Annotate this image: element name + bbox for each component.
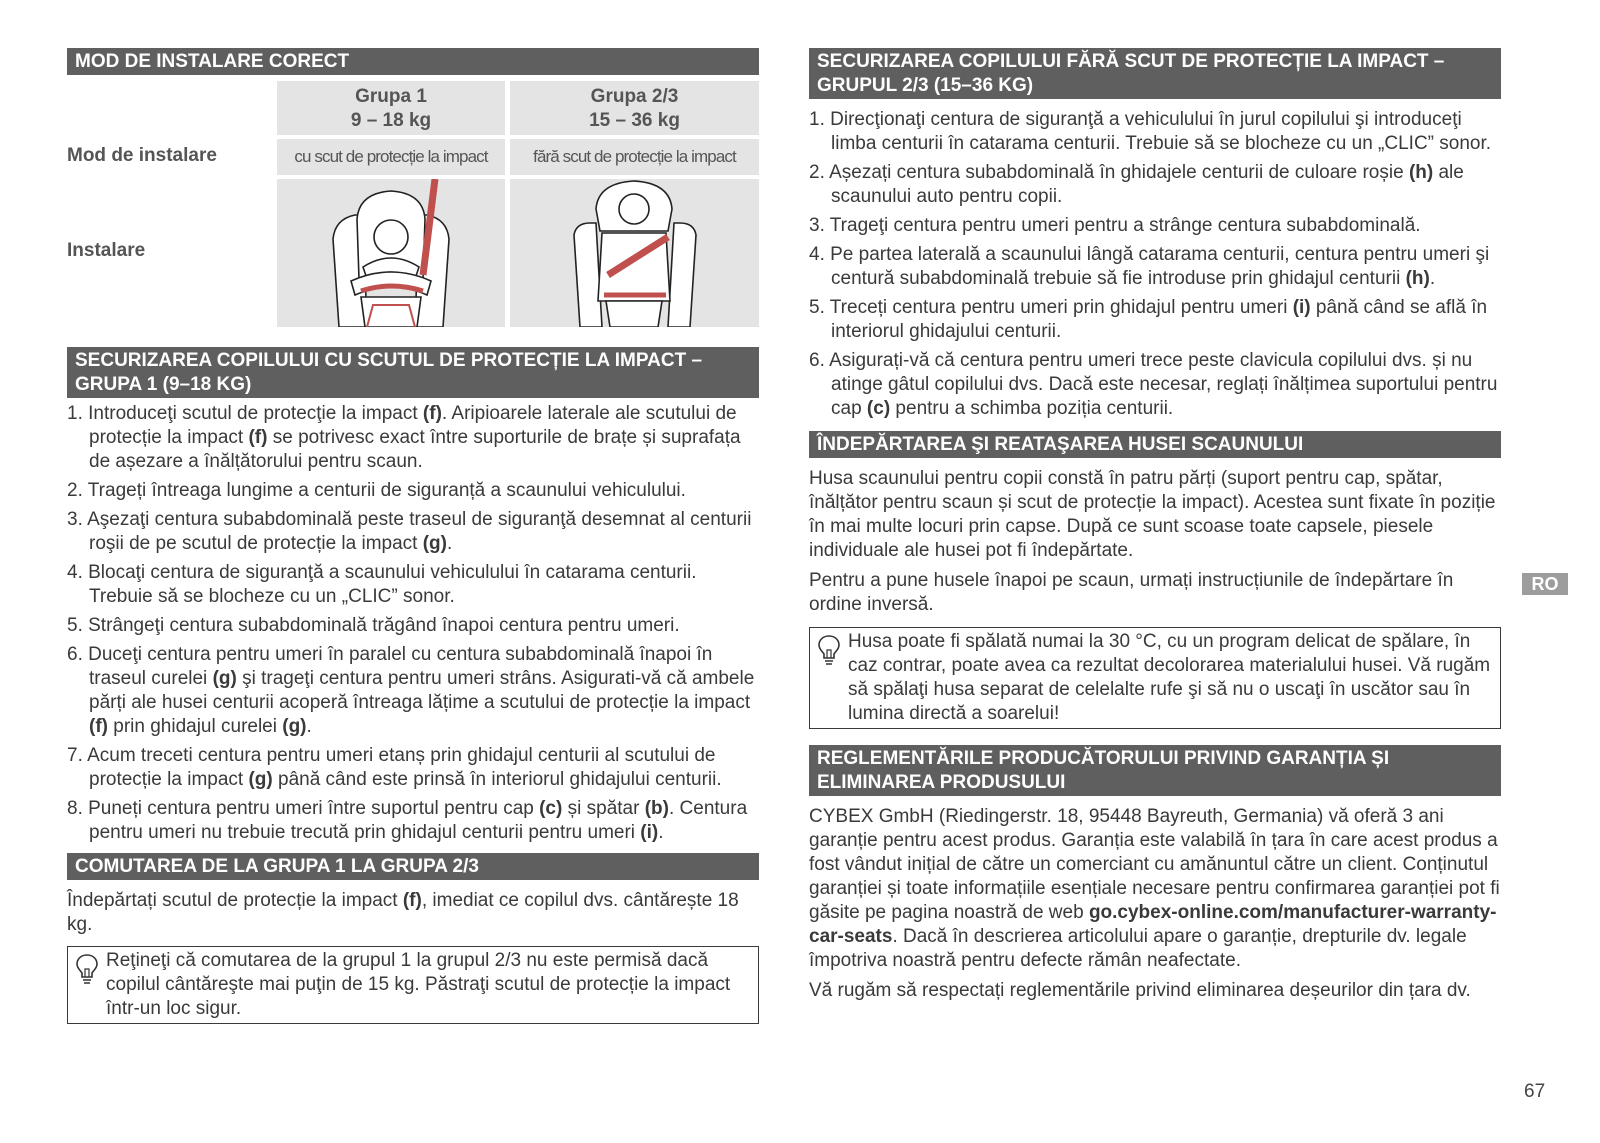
washing-note-text: Husa poate fi spălată numai la 30 °C, cu un program delicat de spălare, în caz contrar, poate avea ca rezultat decolorarea materialului husei. Vă rugăm să spălaţi husa separat de celelalte rufe şi să nu o uscaţi în uscător sau în lumina directă a soarelui! <box>848 631 1491 724</box>
cover-paragraph-2: Pentru a pune husele înapoi pe scaun, urmați instrucțiunile de îndepărtare în ordine inversă. <box>809 570 1454 615</box>
group1-header <box>277 81 505 135</box>
list-item: 1. Introduceţi scutul de protecţie la impact (f). Aripioarele laterale ale scutului de protecție la impact (f) se potrivesc exact între suporturile de brațe și suprafața de așezare a înălțătorului pentru scaun. <box>67 403 741 472</box>
group23-title: Grupa 2/3 <box>590 86 679 107</box>
group1-mode: cu scut de protecție la impact <box>277 139 505 175</box>
warranty-section-header: REGLEMENTĂRILE PRODUCĂTORULUI PRIVIND GARANȚIA ȘI ELIMINAREA PRODUSULUI <box>809 745 1501 796</box>
group23-seat-illustration <box>510 179 759 327</box>
left-column <box>67 48 759 1024</box>
switch-group-note-text: Reţineţi că comutarea de la grupul 1 la grupul 2/3 nu este permisă dacă copilul cântăreşte mai puţin de 15 kg. Păstraţi scutul de protecție la impact într-un loc sigur. <box>106 950 731 1019</box>
list-item: 8. Puneți centura pentru umeri între suportul pentru cap (c) și spătar (b). Centura pentru umeri nu trebuie trecută prin ghidajul centurii pentru umeri (i). <box>67 798 748 843</box>
right-column <box>809 48 1501 1003</box>
seat-with-shield-icon <box>277 179 505 327</box>
group1-seat-illustration <box>277 179 505 327</box>
shield-section-header: SECURIZAREA COPILULUI CU SCUTUL DE PROTECȚIE LA IMPACT – GRUPA 1 (9–18 KG) <box>67 347 759 398</box>
list-item: 5. Treceți centura pentru umeri prin ghidajul pentru umeri (i) până când se află în interiorul ghidajului centurii. <box>809 297 1488 342</box>
disposal-paragraph: Vă rugăm să respectați reglementările privind eliminarea deșeurilor din țara dv. <box>809 980 1471 1001</box>
switch-group-paragraph: Îndepărtați scutul de protecție la impact (f), imediat ce copilul dvs. cântărește 18 kg. <box>67 890 739 935</box>
seat-without-shield-icon <box>510 179 759 327</box>
group23-weight: 15 – 36 kg <box>589 110 680 131</box>
lightbulb-icon <box>75 953 99 985</box>
lightbulb-icon <box>817 634 841 666</box>
warranty-link[interactable]: go.cybex-online.com/manufacturer-warranty-car-seats <box>809 902 1497 947</box>
group1-weight: 9 – 18 kg <box>350 110 432 131</box>
list-item: 2. Trageți întreaga lungime a centurii de siguranță a scaunului vehiculului. <box>67 480 686 501</box>
list-item: 7. Acum treceti centura pentru umeri etanș prin ghidajul centurii al scutului de protecție la impact (g) până când este prinsă în interiorul ghidajului centurii. <box>67 745 722 790</box>
list-item: 3. Trageţi centura pentru umeri pentru a strânge centura subabdominală. <box>809 215 1421 236</box>
group1-title: Grupa 1 <box>355 86 427 107</box>
language-tab: RO <box>1522 573 1568 595</box>
list-item: 6. Asigurați-vă că centura pentru umeri trece peste clavicula copilului dvs. și nu atinge gâtul copilului dvs. Dacă este necesar, reglați înălțimea suportului pentru cap (c) pentru a schimba poziția centurii. <box>809 350 1498 419</box>
cover-paragraph-1: Husa scaunului pentru copii constă în patru părți (suport pentru cap, spătar, înălțător pentru scaun și scut de protecție la impact). Acestea sunt fixate în poziție în mai multe locuri prin capse. După ce sunt scoase toate capsele, piesele individuale ale husei pot fi îndepărtate. <box>809 468 1496 561</box>
row-label-install: Instalare <box>67 240 146 261</box>
list-item: 1. Direcţionaţi centura de siguranţă a vehiculului în jurul copilului şi introduceţi limba centurii în catarama centurii. Trebuie să se blocheze cu un „CLIC” sonor. <box>809 109 1492 154</box>
warranty-paragraph: CYBEX GmbH (Riedingerstr. 18, 95448 Bayreuth, Germania) vă oferă 3 ani garanție pentru acest produs. Garanția este valabilă în țara în care acest produs a fost vândut inițial de către un comerciant cu amănuntul către un client. Conținutul garanției și toate informațiile esențiale necesare pentru confirmarea garanției pot fi găsite pe pagina noastră de web go.cybex-online.com/manufacturer-warranty-car-seats. Dacă în descrierea articolului apare o garanție, drepturile dv. legale împotriva noastră pentru defecte rămân neafectate. <box>809 806 1500 971</box>
washing-note <box>809 627 1501 729</box>
switch-group-note <box>67 946 759 1024</box>
group23-mode: fără scut de protecție la impact <box>510 139 759 175</box>
list-item: 2. Așezați centura subabdominală în ghidajele centurii de culoare roșie (h) ale scaunului auto pentru copii. <box>809 162 1464 207</box>
shield-steps-list <box>67 402 759 845</box>
list-item: 4. Pe partea laterală a scaunului lângă catarama centurii, centura pentru umeri şi centură subabdominală trebuie să fie introduse prin ghidajul centurii (h). <box>809 244 1490 289</box>
switch-group-header: COMUTAREA DE LA GRUPA 1 LA GRUPA 2/3 <box>67 853 759 880</box>
no-shield-steps-list <box>809 108 1501 421</box>
list-item: 5. Strângeţi centura subabdominală trăgând înapoi centura pentru umeri. <box>67 615 680 636</box>
page-number: 67 <box>1524 1081 1546 1102</box>
list-item: 3. Aşezaţi centura subabdominală peste traseul de siguranţă desemnat al centurii roşii de pe scutul de protecție la impact (g). <box>67 509 752 554</box>
list-item: 4. Blocaţi centura de siguranţă a scaunului vehiculului în catarama centurii. Trebuie să se blocheze cu un „CLIC” sonor. <box>67 562 697 607</box>
install-mode-header: MOD DE INSTALARE CORECT <box>67 48 759 75</box>
row-label-mode: Mod de instalare <box>67 145 217 166</box>
cover-section-header: ÎNDEPĂRTAREA ŞI REATAŞAREA HUSEI SCAUNULUI <box>809 431 1501 458</box>
group23-header <box>510 81 759 135</box>
install-mode-table <box>67 81 759 335</box>
no-shield-section-header: SECURIZAREA COPILULUI FĂRĂ SCUT DE PROTECȚIE LA IMPACT – GRUPUL 2/3 (15–36 KG) <box>809 48 1501 99</box>
list-item: 6. Duceţi centura pentru umeri în paralel cu centura subabdominală înapoi în traseul curelei (g) şi trageţi centura pentru umeri strâns. Asigurati-vă că ambele părți ale husei centurii acoperă întreaga lățime a scutului de protecție la impact (f) prin ghidajul curelei (g). <box>67 644 755 737</box>
